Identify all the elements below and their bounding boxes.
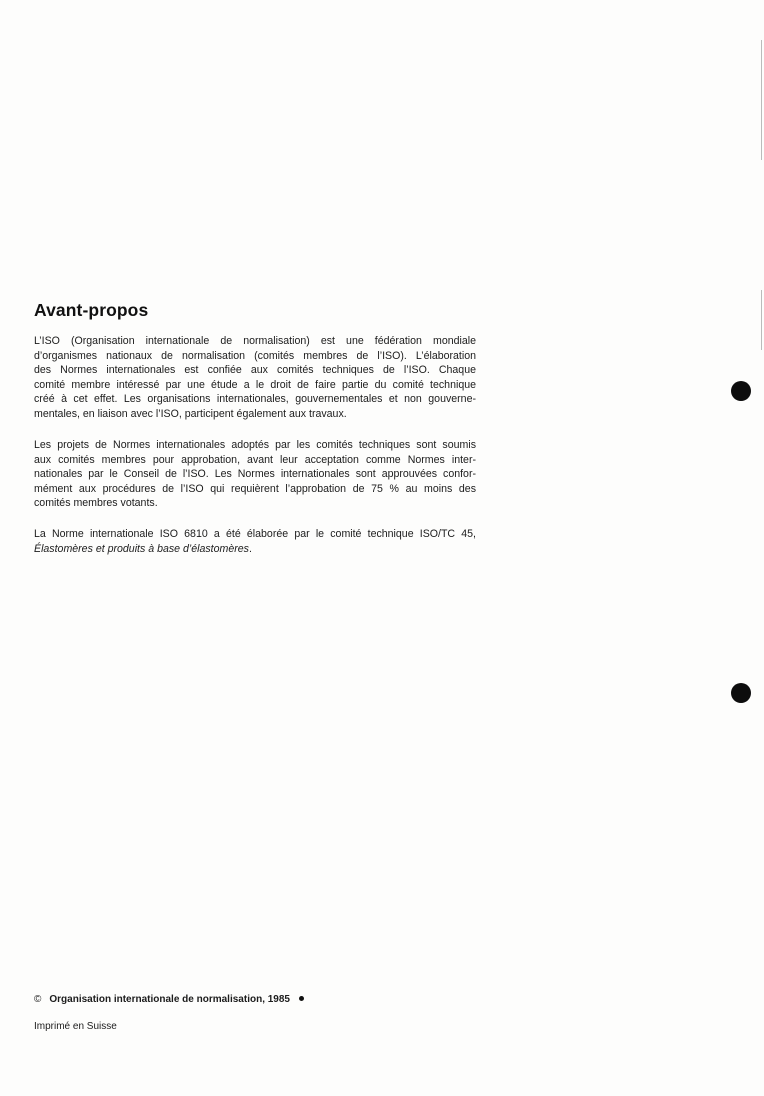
copyright-text: Organisation internationale de normalisation, 1985 bbox=[49, 994, 290, 1005]
paragraph-line: des Normes internationales est confiée aux comités techniques de l’ISO. Chaque bbox=[34, 364, 476, 377]
paragraph-line: L’ISO (Organisation internationale de normalisation) est une fédération mondiale bbox=[34, 335, 476, 347]
paragraph-iso-description bbox=[34, 334, 476, 422]
paragraph-approval-procedure bbox=[34, 438, 476, 511]
paragraph-line: mentales, en liaison avec l’ISO, participent également aux travaux. bbox=[34, 407, 347, 420]
paragraph-line: aux comités membres pour approbation, avant leur acceptation comme Normes inter- bbox=[34, 453, 476, 466]
copyright-symbol: © bbox=[34, 994, 42, 1005]
paragraph-line: La Norme internationale ISO 6810 a été élaborée par le comité technique ISO/TC 45, bbox=[34, 528, 476, 540]
paragraph-line bbox=[34, 542, 476, 557]
paragraph-line: comités membres votants. bbox=[34, 497, 158, 510]
paragraph-line: nationales par le Conseil de l’ISO. Les Normes internationales sont approuvées confor- bbox=[34, 468, 476, 481]
printed-in-note: Imprimé en Suisse bbox=[34, 1021, 117, 1032]
paragraph-line: créé à cet effet. Les organisations internationales, gouvernementales et non gouverne- bbox=[34, 393, 476, 406]
paragraph-line: comité membre intéressé par une étude a le droit de faire partie du comité technique bbox=[34, 378, 476, 391]
paragraph-line: d’organismes nationaux de normalisation (comités membres de l’ISO). L’élaboration bbox=[34, 349, 476, 362]
committee-title: Élastomères et produits à base d’élastomères bbox=[34, 542, 249, 555]
punch-hole-mark bbox=[731, 381, 751, 401]
paragraph-standard-origin bbox=[34, 527, 476, 556]
punch-hole-mark bbox=[731, 683, 751, 703]
paragraph-line: mément aux procédures de l’ISO qui requièrent l’approbation de 75 % au moins des bbox=[34, 482, 476, 495]
page-edge-mark bbox=[761, 40, 762, 160]
sentence-end: . bbox=[248, 542, 252, 555]
bullet-dot-icon bbox=[299, 996, 304, 1001]
paragraph-line: Les projets de Normes internationales adoptés par les comités techniques sont soumis bbox=[34, 439, 476, 451]
page-edge-mark bbox=[761, 290, 762, 350]
section-heading: Avant-propos bbox=[34, 300, 149, 320]
copyright-line bbox=[34, 994, 304, 1005]
